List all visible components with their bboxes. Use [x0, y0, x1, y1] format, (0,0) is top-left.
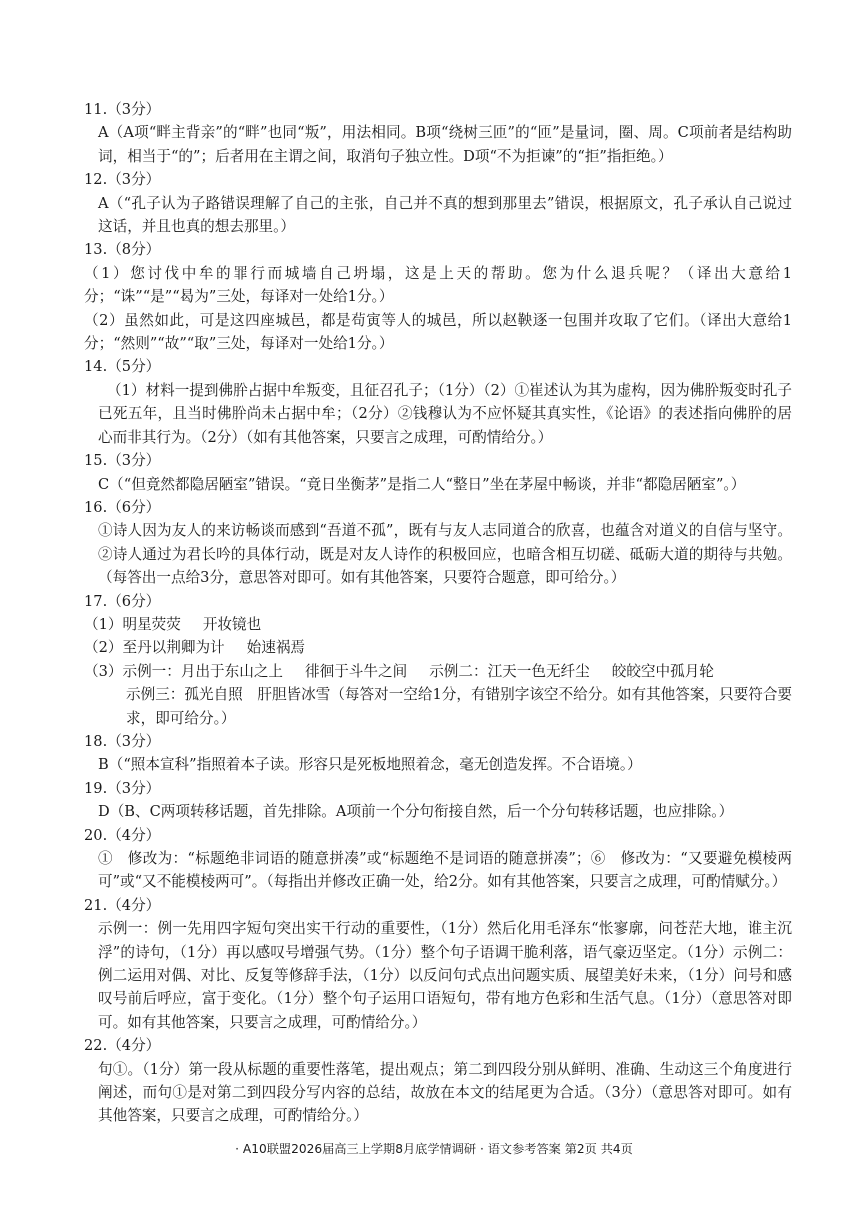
- answer-item-3: [84, 660, 792, 683]
- question-number: 22.（4分）: [84, 1037, 161, 1055]
- question-11: [84, 98, 792, 168]
- question-20: [84, 824, 792, 894]
- question-number: 21.（4分）: [84, 896, 161, 914]
- answer-item-3-continued: 示例三：孤光自照 肝胆皆冰雪（每答对一空给1分，有错别字该空不给分。如有其他答案，只要符合要求，即可给分。）: [126, 686, 793, 727]
- blank-answer: 皎皎空中孤月轮: [611, 662, 714, 680]
- page-footer: · A10联盟2026届高三上学期8月底学情调研 · 语文参考答案 第2页 共4页: [235, 1142, 633, 1156]
- answer-sheet: [84, 98, 792, 1128]
- question-number: 16.（6分）: [84, 498, 161, 516]
- question-17: [84, 590, 792, 730]
- question-number: 18.（3分）: [84, 732, 161, 750]
- answer-text: B（“照本宣科”指照着本子读。形容只是死板地照着念，毫无创造发挥。不合语境。）: [98, 756, 642, 774]
- answer-text: 示例一：例一先用四字短句突出实干行动的重要性，（1分）然后化用毛泽东“怅寥廓，问苍茫大地，谁主沉浮”的诗句，（1分）再以感叹号增强气势。（1分）整个句子语调干脆利落，语气豪迈坚定。（1分）示例二：例二运用对偶、对比、反复等修辞手法，（1分）以反问句式点出问题实质、展望美好未来，（1分）问号和感叹号前后呼应，富于变化。（1分）整个句子运用口语短句，带有地方色彩和生活气息。（1分）（意思答对即可。如有其他答案，只要言之成理，可酌情给分。）: [98, 920, 792, 1031]
- question-number: 12.（3分）: [84, 171, 161, 189]
- question-15: [84, 449, 792, 496]
- question-number: 17.（6分）: [84, 592, 161, 610]
- question-13: [84, 238, 792, 355]
- question-18: [84, 730, 792, 777]
- question-number: 19.（3分）: [84, 779, 161, 797]
- blank-answer: 开妆镜也: [202, 615, 262, 633]
- question-number: 11.（3分）: [84, 101, 161, 118]
- answer-item-1: （1）您讨伐中牟的罪行而城墙自己坍塌，这是上天的帮助。您为什么退兵呢？（译出大意给1分；“诛”“是”“曷为”三处，每译对一处给1分。）: [84, 264, 792, 306]
- blank-answer: 始速祸焉: [246, 639, 306, 657]
- question-number: 14.（5分）: [84, 358, 161, 376]
- answer-item-1: [84, 613, 792, 636]
- question-number: 13.（8分）: [84, 241, 161, 259]
- question-16: [84, 496, 792, 590]
- question-number: 20.（4分）: [84, 826, 161, 844]
- answer-text: ① 修改为：“标题绝非词语的随意拼凑”或“标题绝不是词语的随意拼凑”；⑥ 修改为：“又要避免模棱两可”或“又不能模棱两可”。（每指出并修改正确一处，给2分。如有其他答案，只要言之成理，可酌情赋分。）: [98, 850, 792, 891]
- answer-text: 句①。（1分）第一段从标题的重要性落笔，提出观点；第二到四段分别从鲜明、准确、生动这三个角度进行阐述，而句①是对第二到四段分写内容的总结，故放在本文的结尾更为合适。（3分）（意思答对即可。如有其他答案，只要言之成理，可酌情给分。）: [98, 1060, 792, 1125]
- answer-text: D（B、C两项转移话题，首先排除。A项前一个分句衔接自然，后一个分句转移话题，也应排除。）: [98, 803, 734, 821]
- question-21: [84, 894, 792, 1034]
- question-14: [84, 355, 792, 449]
- answer-item-2: [84, 636, 792, 659]
- question-12: [84, 168, 792, 238]
- blank-answer: （1）明星荧荧: [84, 615, 181, 633]
- question-number: 15.（3分）: [84, 452, 161, 470]
- blank-answer: 徘徊于斗牛之间: [305, 662, 408, 680]
- blank-answer: （3）示例一：月出于东山之上: [84, 662, 284, 680]
- question-19: [84, 777, 792, 824]
- answer-text: C（“但竟然都隐居陋室”错误。“竟日坐衡茅”是指二人“整日”坐在茅屋中畅谈，并非“都隐居陋室”。）: [98, 475, 746, 493]
- answer-text: A（A项“畔主背亲”的“畔”也同“叛”，用法相同。B项“绕树三匝”的“匝”是量词，圈、周。C项前者是结构助词，相当于“的”；后者用在主谓之间，取消句子独立性。D项“不为拒谏”的“拒”指拒绝。）: [98, 124, 792, 165]
- blank-answer: 示例二：江天一色无纤尘: [429, 662, 590, 680]
- blank-answer: （2）至丹以荆卿为计: [84, 639, 225, 657]
- answer-text: （1）材料一提到佛肸占据中牟叛变，且征召孔子；（1分）（2）①崔述认为其为虚构，因为佛肸叛变时孔子已死五年，且当时佛肸尚未占据中牟；（2分）②钱穆认为不应怀疑其真实性，《论语》的表述指向佛肸的居心而非其行为。（2分）（如有其他答案，只要言之成理，可酌情给分。）: [98, 381, 792, 446]
- answer-text: A（“孔子认为子路错误理解了自己的主张，自己并不真的想到那里去”错误，根据原文，孔子承认自己说过这话，并且也真的想去那里。）: [98, 194, 792, 236]
- answer-item-2: （2）虽然如此，可是这四座城邑，都是茍寅等人的城邑，所以赵鞅逐一包围并攻取了它们。（译出大意给1分；“然则”“故”“取”三处，每译对一处给1分。）: [84, 311, 792, 353]
- question-22: [84, 1034, 792, 1128]
- answer-text: ①诗人因为友人的来访畅谈而感到“吾道不孤”，既有与友人志同道合的欣喜，也蕴含对道义的自信与坚守。②诗人通过为君长吟的具体行动，既是对友人诗作的积极回应，也暗含相互切磋、砥砺大道的期待与共勉。（每答出一点给3分，意思答对即可。如有其他答案，只要符合题意，即可给分。）: [98, 522, 792, 587]
